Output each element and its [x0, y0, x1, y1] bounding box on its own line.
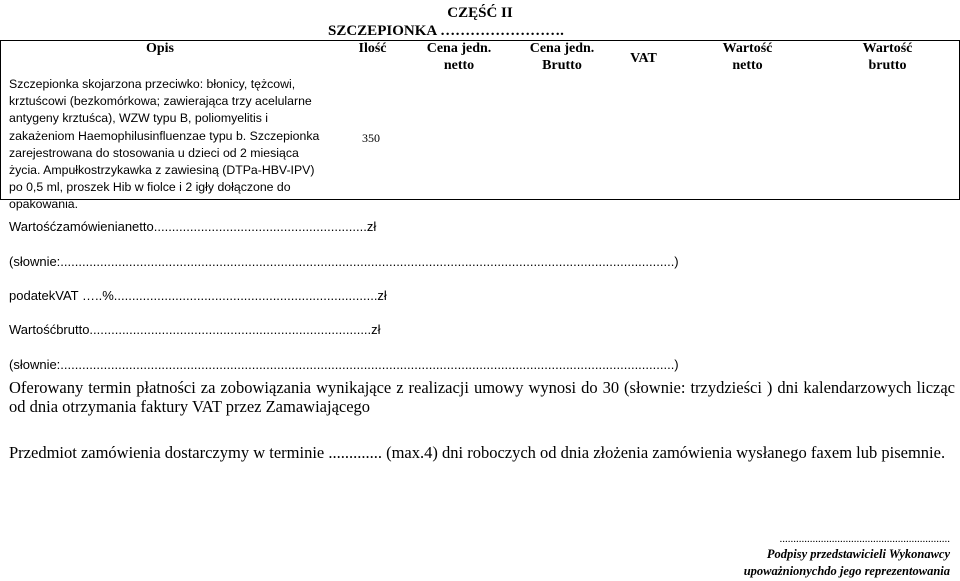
col-header-description: Opis: [145, 41, 174, 56]
col-header-unit-gross: Cena jedn. Brutto: [529, 41, 595, 73]
gross-value-line: Wartośćbrutto..............................................................................zł: [9, 322, 381, 337]
col-header-quantity: Ilość: [358, 41, 387, 56]
part-heading: CZĘŚĆ II: [447, 5, 513, 21]
net-value-line: Wartośćzamówienianetto...........................................................zł: [9, 219, 377, 234]
item-quantity: 350: [362, 131, 380, 145]
pricing-table: [0, 40, 960, 212]
item-heading: SZCZEPIONKA …………………….: [328, 23, 564, 39]
signature-dots: ..............................................................: [779, 533, 950, 545]
table-left-border: [0, 40, 1, 200]
col-header-gross-value: Wartość brutto: [862, 41, 913, 73]
gross-in-words-line: (słownie:..........................................................................................................................................................................): [9, 357, 679, 372]
amount-in-words-line: (słownie:..........................................................................................................................................................................): [9, 254, 679, 269]
signature-line-2: upoważnionychdo jego reprezentowania: [743, 564, 950, 578]
delivery-terms: Przedmiot zamówienia dostarczymy w terminie ............. (max.4) dni roboczych od dnia złożenia zamówienia wysłanego faxem lub pisemnie.: [9, 443, 946, 462]
signature-line-1: Podpisy przedstawicieli Wykonawcy: [766, 547, 950, 561]
item-description: Szczepionka skojarzona przeciwko: błonicy, tężcowi, krztuścowi (bezkomórkowa; zawierająca trzy acelularne antygeny krztuśca), WZW typu B, poliomyelitis i zakażeniom Haemophilusinfluenzae typu b. Szczepionka zarejestrowana do stosowania u dzieci od 2 miesiąca życia. Ampułkostrzykawka z zawiesiną (DTPa-HBV-IPV) po 0,5 ml, proszek Hib w fiolce i 2 igły dołączone do opakowania.: [9, 77, 320, 212]
col-header-net-value: Wartość netto: [722, 41, 773, 73]
col-header-vat: VAT: [630, 51, 657, 66]
payment-terms: Oferowany termin płatności za zobowiązania wynikające z realizacji umowy wynosi do 30 (słownie: trzydzieści ) dni kalendarzowych licząc od dnia otrzymania faktury VAT przez Zamawiającego: [9, 378, 955, 416]
col-header-unit-net: Cena jedn. netto: [426, 41, 492, 73]
vat-line: podatekVAT …..%.........................................................................zł: [9, 288, 387, 303]
